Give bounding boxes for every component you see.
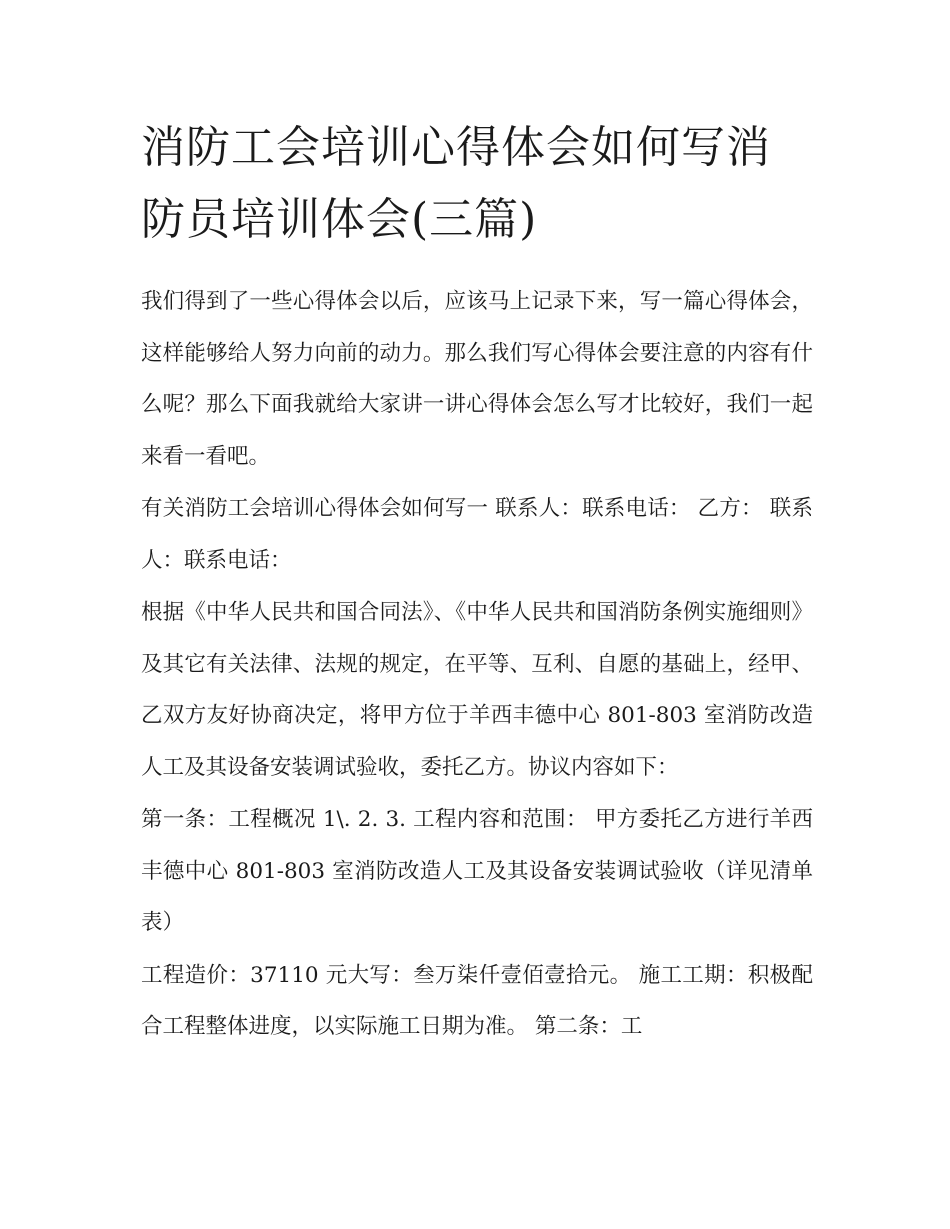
paragraph-legal-basis: 根据《中华人民共和国合同法》、《中华人民共和国消防条例实施细则》及其它有关法律、法规的规定，在平等、互利、自愿的基础上，经甲、乙双方友好协商决定，将甲方位于羊西丰德中心 801-803 室消防改造人工及其设备安装调试验收，委托乙方。协议内容如下： (141, 600, 813, 780)
paragraph-intro: 我们得到了一些心得体会以后，应该马上记录下来，写一篇心得体会，这样能够给人努力向前的动力。那么我们写心得体会要注意的内容有什么呢？那么下面我就给大家讲一讲心得体会怎么写才比较好，我们一起来看一看吧。 (141, 289, 813, 469)
document-body (141, 112, 813, 1054)
paragraph-article-one: 第一条：工程概况 1\. 2. 3. 工程内容和范围： 甲方委托乙方进行羊西丰德中心 801-803 室消防改造人工及其设备安装调试验收（详见清单表） (141, 807, 813, 935)
paragraph-cost-schedule: 工程造价：37110 元大写：叁万柒仟壹佰壹拾元。 施工工期：积极配合工程整体进度，以实际施工日期为准。 第二条：工 (141, 962, 813, 1039)
document-title: 消防工会培训心得体会如何写消防员培训体会(三篇) (141, 122, 771, 245)
paragraph-contacts: 有关消防工会培训心得体会如何写一 联系人：联系电话： 乙方： 联系人：联系电话： (141, 496, 813, 573)
